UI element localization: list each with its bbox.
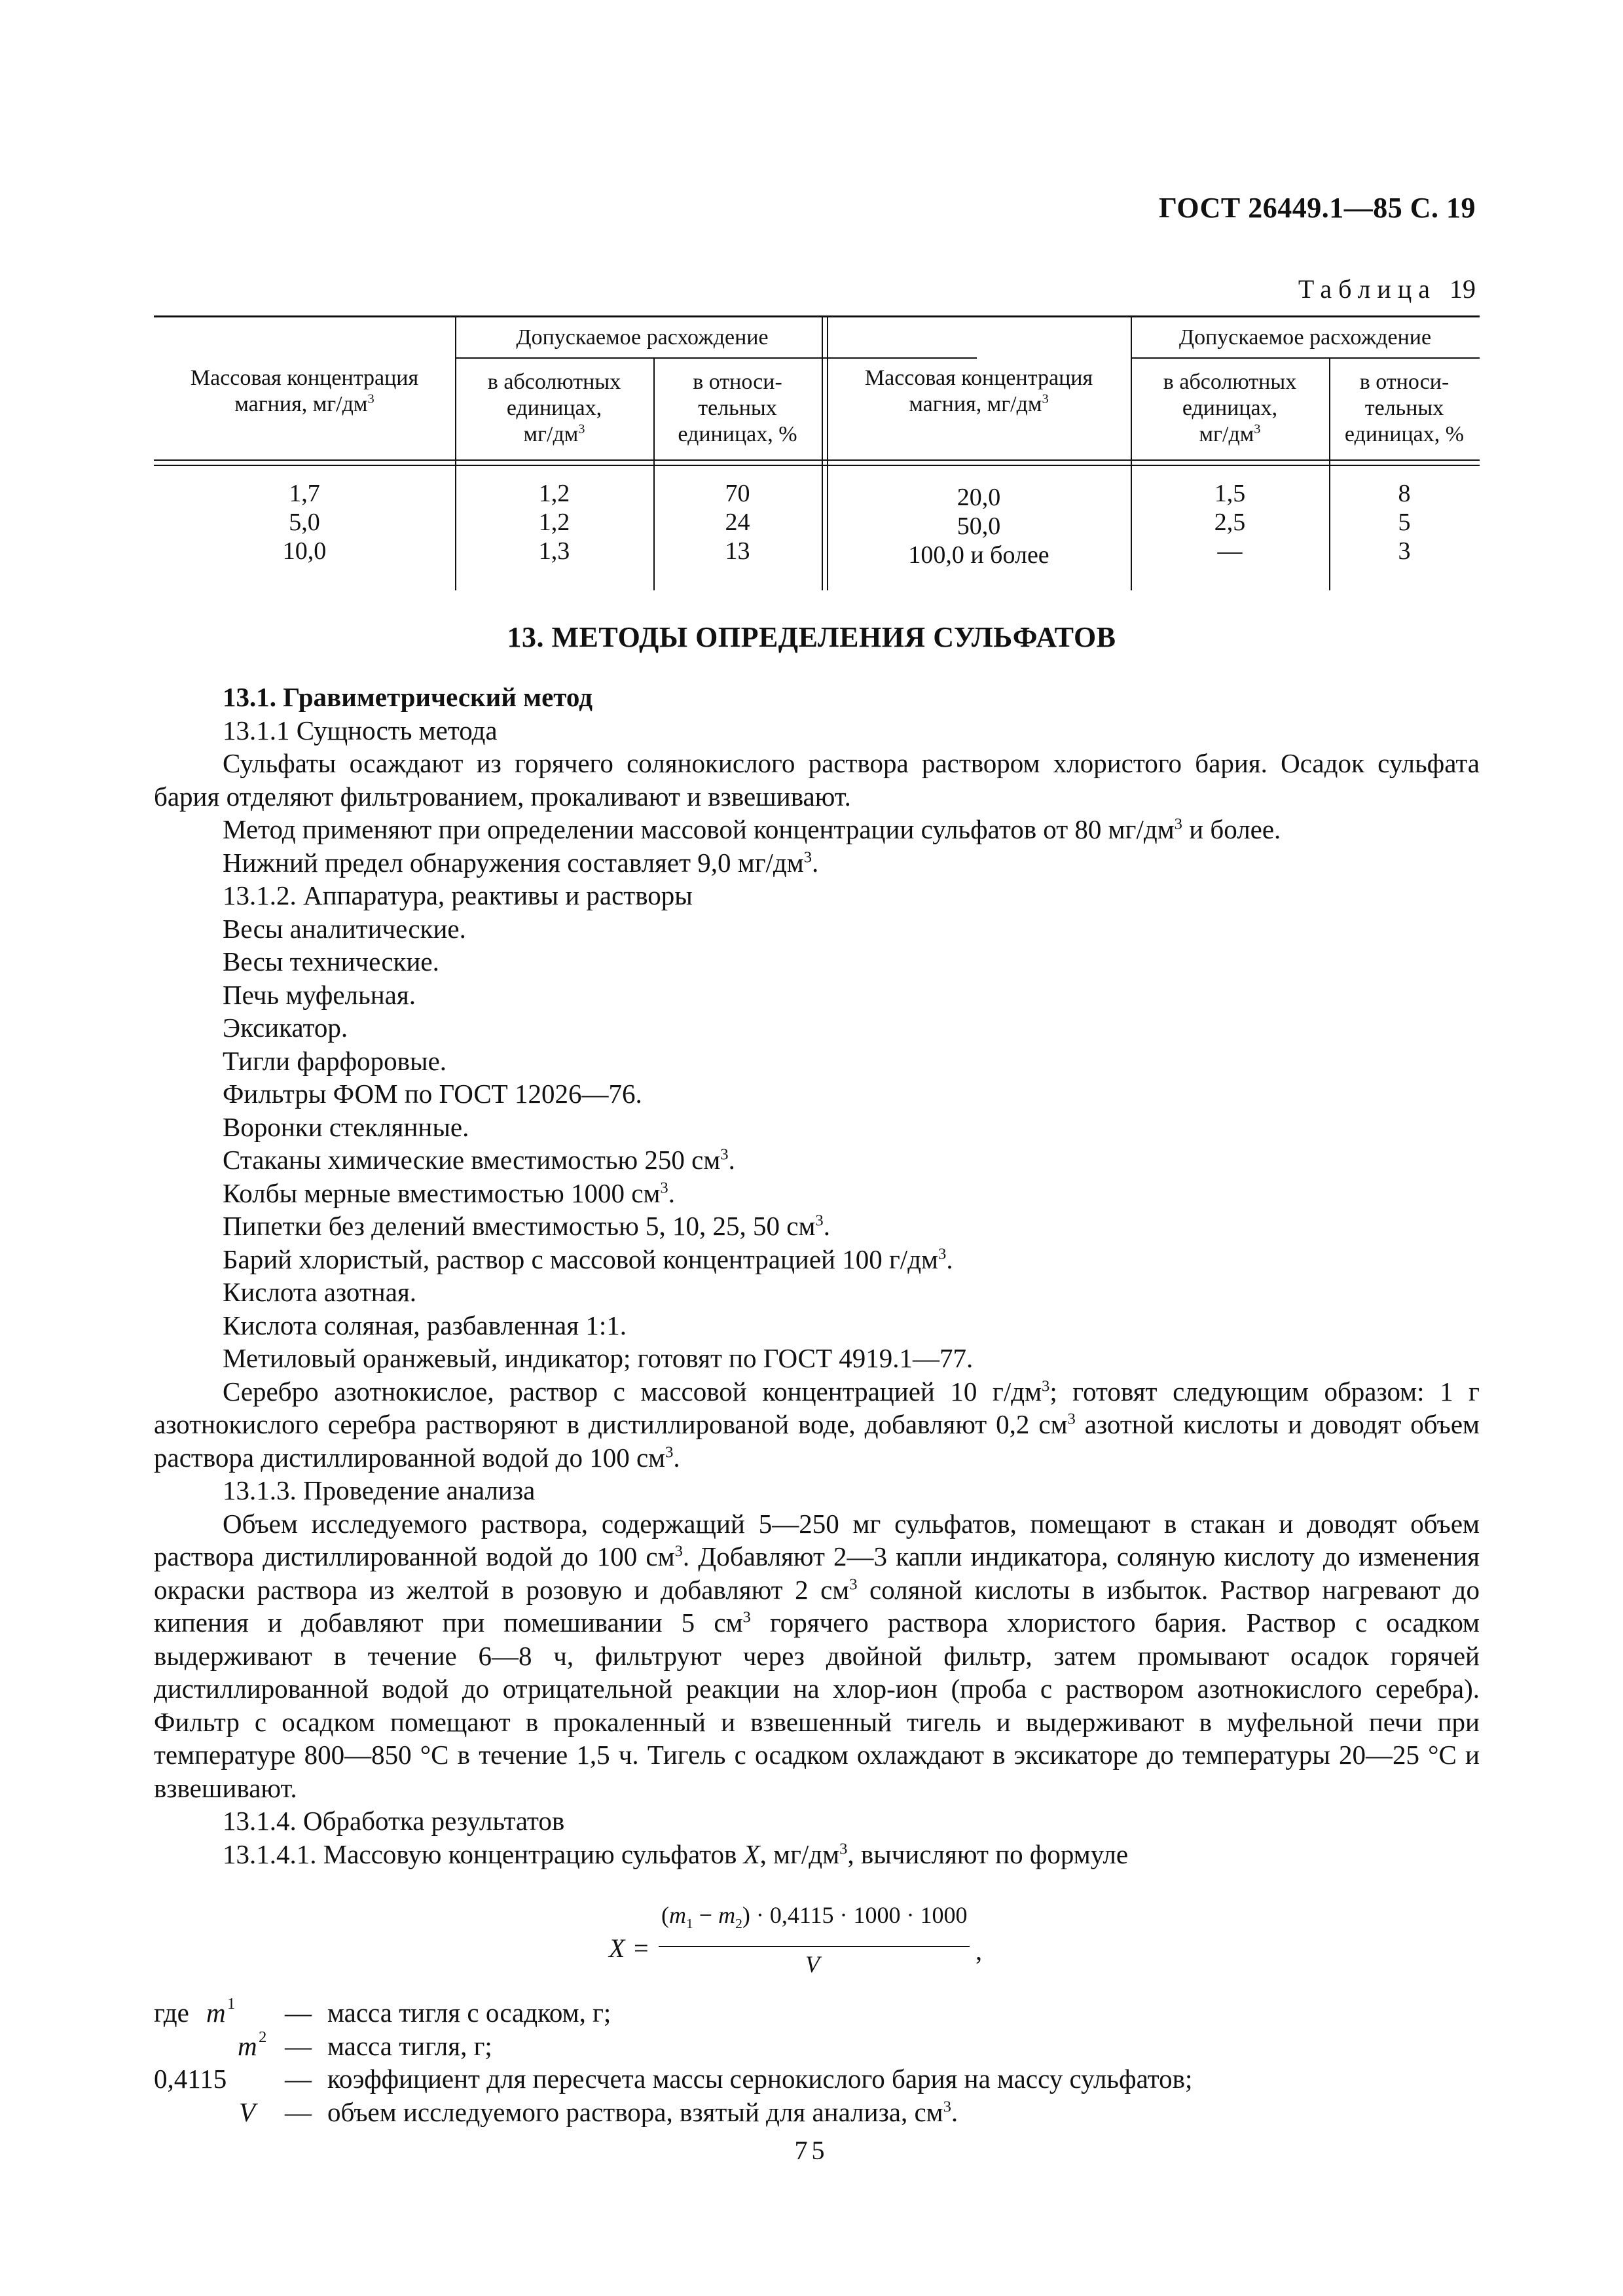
table-cell: 3: [1398, 537, 1411, 565]
paragraph: 13.1.4.1. Массовую концентрацию сульфатов X, $мг/дм^3$, вычисляют по формуле: [223, 1839, 1129, 1869]
list-item: Тигли фарфоровые.: [223, 1045, 447, 1076]
list-item: Колбы мерные вместимостью 1000 $см^3$.: [223, 1177, 675, 1208]
table-top-rule: [154, 315, 1480, 317]
table-cell: 13: [725, 537, 750, 565]
formula-equals: =: [634, 1933, 649, 1963]
formula-comma: ,: [976, 1936, 982, 1965]
right-rel-values: [1329, 479, 1480, 565]
right-subheader-rule: [1131, 357, 1480, 359]
fraction-bar: [659, 1946, 970, 1947]
table-caption-number: 19: [1450, 274, 1476, 304]
left-subheader-rule: [456, 357, 977, 359]
right-conc-header: Массовая концентрация магния, $мг/дм^3$: [864, 366, 1093, 416]
right-rel-header: в относи- тельных единицах, %: [1344, 370, 1465, 446]
list-item: Стаканы химические вместимостью 250 $см^3$.: [223, 1145, 735, 1175]
paragraph: Метод применяют при определении массовой концентрации сульфатов от 80 $мг/дм^3$ и более.: [223, 814, 1281, 844]
left-conc-values: [154, 479, 455, 565]
list-item: Пипетки без делений вместимостью 5, 10, 25, 50 $см^3$.: [223, 1211, 830, 1241]
table-cell: 5,0: [289, 509, 320, 536]
list-item: Воронки стеклянные.: [223, 1111, 469, 1142]
section-title: 13. МЕТОДЫ ОПРЕДЕЛЕНИЯ СУЛЬФАТОВ: [507, 621, 1116, 653]
col-divider-3a: [822, 315, 823, 590]
list-item: Печь муфельная.: [223, 979, 416, 1010]
table-cell: 1,3: [538, 537, 570, 565]
list-item: Весы технические.: [223, 946, 439, 977]
table-cell: 100,0 и более: [908, 541, 1049, 569]
table-caption-word: Таблица: [1298, 274, 1436, 304]
table-cell: 8: [1398, 480, 1411, 507]
left-allowed-header: Допускаемое расхождение: [516, 325, 769, 350]
paragraph: 13.1.1 Сущность метода: [223, 715, 498, 745]
formula-lhs: X: [609, 1933, 625, 1963]
right-allowed-header: Допускаемое расхождение: [1178, 325, 1432, 350]
list-item: Весы аналитические.: [223, 913, 466, 944]
page-number: 75: [794, 2136, 829, 2165]
table-cell: 1,7: [289, 480, 320, 507]
list-item: Метиловый оранжевый, индикатор; готовят по ГОСТ 4919.1—77.: [223, 1343, 974, 1373]
subsection-heading: 13.1. Гравиметрический метод: [223, 682, 593, 712]
table-cell: 5: [1398, 509, 1411, 536]
document-page: ГОСТ 26449.1—85 С. 19 Таблица 19 Массовая концентрация магния, $мг/дм^3$ Допускаемое расхождение в абсолютных единицах, $мг/дм^3$ в относи- тельных единицах, % Массовая концентрация магния, $мг/дм^3$ Допускаемое расхождение в абсолютных единицах, $мг/дм^3$ в относи- тельных единицах, % 1,7 5,0 10,0 1,2 1,2 1,3 70 24 13 20,0 50,0 100,0 и более 1,5 2,5 — 8 5 3 13. МЕТОДЫ ОПРЕДЕЛЕНИЯ СУЛЬФАТОВ 13.1. Гравиметрический метод 13.1.1 Сущность метода Сульфаты осаждают из горячего солянокислого раствора раствором хлористого бария. Осадок сульфата бария отделяют фильтрованием, прокаливают и взвешивают. Метод применяют при определении массовой концентрации сульфатов от 80 $мг/дм^3$ и более. Нижний предел обнаружения составляет 9,0 $мг/дм^3$. 13.1.2. Аппаратура, реактивы и растворы Весы аналитические. Весы технические. Печь муфельная. Эксикатор. Тигли фарфоровые. Фильтры ФОМ по ГОСТ 12026—76. Воронки стеклянные. Стаканы химические вместимостью 250 $см^3$. Колбы мерные вместимостью 1000 $см^3$. Пипетки без делений вместимостью 5, 10, 25, 50 $см^3$. Барий хлористый, раствор с массовой концентрацией 100 $г/дм^3$. Кислота азотная. Кислота соляная, разбавленная 1:1. Метиловый оранжевый, индикатор; готовят по ГОСТ 4919.1—77. Серебро азотнокислое, раствор с массовой концентрацией 10 $г/дм^3$; готовят следующим образом: 1 г азотнокислого серебра растворяют в дистиллированой воде, добавляют 0,2 $см^3$ азотной кислоты и доводят объем раствора дистиллированной водой до 100 $см^3$. 13.1.3. Проведение анализа Объем исследуемого раствора, содержащий 5—250 мг сульфатов, помещают в стакан и доводят объем раствора дистиллированной водой до 100 $см^3$. Добавляют 2—3 капли индикатора, соляную кислоту до изменения окраски раствора из желтой в розовую и добавляют 2 $см^3$ соляной кислоты в избыток. Раствор нагревают до кипения и добавляют при помешивании 5 $см^3$ горячего раствора хлористого бария. Раствор с осадком выдерживают в течение 6—8 ч, фильтруют через двойной фильтр, затем промывают осадок горячей дистиллированной водой до отрицательной реакции на хлор-ион (проба с раствором азотнокислого серебра). Фильтр с осадком помещают в прокаленный и взвешенный тигель и выдерживают в муфельной печи при температуре 800—850 °С в течение 1,5 ч. Тигель с осадком охлаждают в эксикаторе до температуры 20—25 °С и взвешивают. 13.1.4. Обработка результатов 13.1.4.1. Массовую концентрацию сульфатов X, $мг/дм^3$, вычисляют по формуле X = $(m_1 - m_2) \cdot 0,4115 \cdot 1000 \cdot 1000$ V , где m 1 — масса тигля с осадком, г; m 2 — масса тигля, г; 0,4115 — коэффициент для пересчета массы сернокислого бария на массу сульфатов; V — объем исследуемого раствора, взятый для анализа, $см^3$. 75: [0, 0, 1623, 2296]
table-cell: 24: [725, 509, 750, 536]
document-header: ГОСТ 26449.1—85 С. 19: [1158, 192, 1476, 224]
right-abs-values: [1131, 479, 1329, 565]
body-text: [154, 681, 1480, 1871]
table-cell: 50,0: [957, 512, 1001, 540]
table-cell: 1,2: [538, 480, 570, 507]
list-item: Эксикатор.: [223, 1013, 348, 1043]
list-item: Серебро азотнокислое, раствор с массовой концентрацией 10 $г/дм^3$; готовят следующим образом: 1 г азотнокислого серебра растворяют в дистиллированой воде, добавляют 0,2 $см^3$ азотной кислоты и доводят объем раствора дистиллированной водой до 100 $см^3$.: [154, 1376, 1480, 1473]
left-rel-values: [653, 479, 822, 565]
magnesium-tolerance-table: [154, 315, 1480, 590]
paragraph: 13.1.4. Обработка результатов: [223, 1806, 565, 1836]
left-abs-values: [455, 479, 653, 565]
list-item: Фильтры ФОМ по ГОСТ 12026—76.: [223, 1079, 642, 1109]
table-cell: 1,2: [538, 509, 570, 536]
list-item: Кислота азотная.: [223, 1277, 417, 1307]
table-cell: 1,5: [1214, 480, 1246, 507]
paragraph: Сульфаты осаждают из горячего солянокислого раствора раствором хлористого бария. Осадок сульфата бария отделяют фильтрованием, прокаливают и взвешивают.: [154, 748, 1480, 812]
right-abs-header: в абсолютных единицах, $мг/дм^3$: [1163, 370, 1297, 446]
left-rel-header: в относи- тельных единицах, %: [678, 370, 797, 446]
paragraph: 13.1.3. Проведение анализа: [223, 1475, 536, 1505]
table-cell: —: [1217, 537, 1243, 565]
left-abs-header: в абсолютных единицах, $мг/дм^3$: [487, 370, 621, 446]
formula-denominator: V: [805, 1951, 820, 1977]
right-conc-values: [827, 483, 1131, 569]
formula-numerator: $(m_1 - m_2) \cdot 0,4115 \cdot 1000 \cdot 1000$: [661, 1902, 968, 1932]
table-header-rule-2: [154, 465, 1480, 466]
list-item: Барий хлористый, раствор с массовой концентрацией 100 $г/дм^3$.: [223, 1244, 953, 1274]
paragraph: Нижний предел обнаружения составляет 9,0 $мг/дм^3$.: [223, 847, 819, 878]
table-header-rule-1: [154, 459, 1480, 461]
table-cell: 10,0: [282, 537, 327, 565]
table-cell: 70: [725, 480, 750, 507]
table-cell: 2,5: [1214, 509, 1246, 536]
paragraph: 13.1.2. Аппаратура, реактивы и растворы: [223, 880, 693, 910]
list-item: Кислота соляная, разбавленная 1:1.: [223, 1310, 627, 1340]
left-conc-header: Массовая концентрация магния, $мг/дм^3$: [190, 366, 419, 416]
table-caption: [1298, 274, 1476, 304]
table-cell: 20,0: [957, 484, 1001, 511]
paragraph: Объем исследуемого раствора, содержащий 5—250 мг сульфатов, помещают в стакан и доводят объем раствора дистиллированной водой до 100 $см^3$. Добавляют 2—3 капли индикатора, соляную кислоту до изменения окраски раствора из желтой в розовую и добавляют 2 $см^3$ соляной кислоты в избыток. Раствор нагревают до кипения и добавляют при помешивании 5 $см^3$ горячего раствора хлористого бария. Раствор с осадком выдерживают в течение 6—8 ч, фильтруют через двойной фильтр, затем промывают осадок горячей дистиллированной водой до отрицательной реакции на хлор-ион (проба с раствором азотнокислого серебра). Фильтр с осадком помещают в прокаленный и взвешенный тигель и выдерживают в муфельной печи при температуре 800—850 °С в течение 1,5 ч. Тигель с осадком охлаждают в эксикаторе до температуры 20—25 °С и взвешивают.: [154, 1508, 1480, 1803]
